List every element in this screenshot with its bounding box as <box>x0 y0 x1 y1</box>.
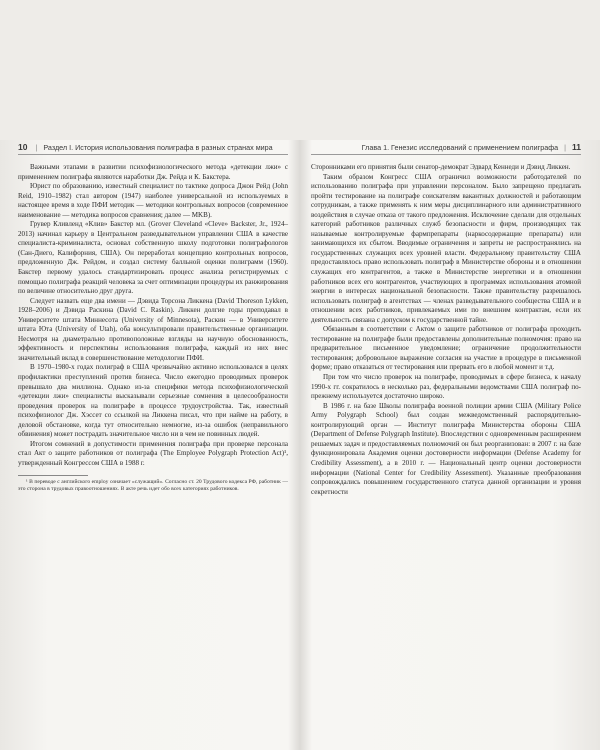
chapter-title: Глава 1. Генезис исследований с применением полиграфа <box>361 143 559 152</box>
header-separator: | <box>564 143 566 152</box>
paragraph: Следует назвать еще два имени — Дэвида Торсона Ликкена (David Thoreson Lykken, 1928–2006) и Дэвида Раскина (David C. Raskin). Ликкен долгие годы преподавал в Университете штата Миннесота (University of Minnesota), Раскин — в Университете штата Юта (University of Utah), оба консультировали правительственные организации. Несмотря на диаметрально противоположные взгляды на научную обоснованность, эффективность и перспективы использования полиграфа, каждый из них внес значительный вклад в совершенствование методологии ПФИ. <box>18 296 288 362</box>
section-title: Раздел I. История использования полиграфа в разных странах мира <box>43 143 273 152</box>
paragraph: Важными этапами в развитии психофизиологического метода «детекции лжи» с применением полиграфа являются наработки Дж. Рейда и К. Бакстера. <box>18 163 288 181</box>
right-body-text <box>311 163 581 497</box>
paragraph: При том что число проверок на полиграфе, проводимых в сфере бизнеса, к началу 1990-х гг. сократилось в несколько раз, федеральными ведомствами США полиграф по-прежнему используется достаточно широко. <box>311 373 581 401</box>
paragraph: Сторонниками его принятия были сенатор-демократ Эдвард Кеннеди и Дэвид Ликкен. <box>311 163 571 171</box>
right-running-header <box>311 140 581 155</box>
footnote: ¹ В переводе с английского employ означает «служащий». Согласно ст. 20 Трудового кодекса РФ, работник — это сторона в трудовых правоотношениях. В акте речь идет обо всех категориях работников. <box>18 478 288 492</box>
left-body-text <box>18 163 288 469</box>
left-running-header <box>18 140 288 155</box>
background-area <box>0 0 600 140</box>
paragraph: В 1986 г. на базе Школы полиграфа военной полиции армии США (Military Police Army Polygraph School) был создан межведомственный распорядительно-контролирующий орган — Институт полиграфа Министерства обороны США (Department of Defense Polygraph Institute). Впоследствии с одновременным расширением решаемых задач и предоставляемых полномочий он был реорганизован: в 2007 г. на базе функционировала Академия оценки достоверности информации (Defense Academy for Credibility Assessment), а в 2010 г. — Национальный центр оценки достоверности информации (National Center for Credibility Assessment). Указанные преобразования сопровождались повышением государственного статуса данной организации и уровня секретности <box>311 401 581 496</box>
paragraph: В 1970–1980-х годах полиграф в США чрезвычайно активно использовался в целях профилактики преступлений против бизнеса. Число ежегодно проводимых проверок превышало два миллиона. Однако из-за специфики метода психофизиологической «детекции лжи» специалисты высказывали серьезные сомнения в целесообразности проведения проверок на полиграфе в процессе трудоустройства. Так, известный психофизиолог Дж. Хэссет со ссылкой на Ликкена писал, что при найме на работу, в деловой обстановке, когда тут относительно немногие, из-за ошибок (неправильного обвинения) может пострадать значительное число ни в чем не повинных людей. <box>18 363 288 439</box>
paragraph: Обязанным в соответствии с Актом о защите работников от полиграфа проходить тестирование на полиграфе были предоставлены дополнительные полномочия: право на предварительное письменное уведомление; ограничение продолжительности тестирования; добровольное выражение согласия на участие в процедуре в письменной форме; право отказаться от тестирования или прервать его в любой момент и т.д. <box>311 325 581 372</box>
right-page <box>311 140 581 497</box>
paragraph: Таким образом Конгресс США ограничил возможности работодателей по использованию полиграфа при управлении персоналом. Было запрещено предлагать пройти тестирование на полиграфе соискателям вакантных должностей и работающим сотрудникам, а также применять к ним меры дисциплинарного или административного воздействия в случае отказа от такого предложения. Исключение сделали для отдельных категорий работников различных служб безопасности и фирм, производящих так называемые контролируемые фармпрепараты (наркосодержащие препараты) или занимающихся их сбытом. Вводимые ограничения и запреты не распространялись на государственных служащих всех уровней власти. Федеральному правительству США предоставлялось право использовать полиграф в Министерстве обороны и в отношении служащих его контрагентов, а также в Министерстве энергетики и в отношении работников всех его контрагентов, участвующих в программах использования атомной энергии в интересах национальной безопасности. Также правительству разрешалось использовать полиграф в агентствах — членах разведывательного сообщества США и в отношении всех работников, привлекаемых ими по внешним контрактам, если их деятельность связана с допуском к государственной тайне. <box>311 172 581 324</box>
page-number: 10 <box>18 142 28 152</box>
paragraph: Юрист по образованию, известный специалист по тактике допроса Джон Рейд (John Reid, 1910–1982) стал автором (1947) наиболее универсальной из используемых в настоящее время в ходе ПФИ методик — методики контрольных вопросов (современное наименование — методика вопросов сравнения; далее — MKB). <box>18 182 288 219</box>
paragraph: Грувер Кливленд «Клив» Бакстер мл. (Grover Cleveland «Cleve» Backster, Jr., 1924–2013) начинал карьеру в Центральном разведывательном управлении США в качестве специалиста-криминалиста, основал собственную школу подготовки полиграфологов (Сан-Диего, Калифорния, США). Он переработал концепцию контрольных вопросов, предложенную Дж. Рейдом, и создал систему балльной оценки полиграмм (1960). Бакстер первому удалось стандартизировать процесс анализа регистрируемых с помощью полиграфа реакций человека за счет оптимизации процедуры их ранжирования по величине относительно друг друга. <box>18 220 288 296</box>
paragraph: Итогом сомнений в допустимости применения полиграфа при проверке персонала стал Акт о защите работников от полиграфа (The Employee Polygraph Protection Act)¹, утвержденный Конгрессом США в 1988 г. <box>18 439 288 467</box>
page-number: 11 <box>572 142 581 152</box>
footnote-divider <box>18 475 88 476</box>
header-separator: | <box>35 143 38 152</box>
left-page <box>18 140 288 493</box>
